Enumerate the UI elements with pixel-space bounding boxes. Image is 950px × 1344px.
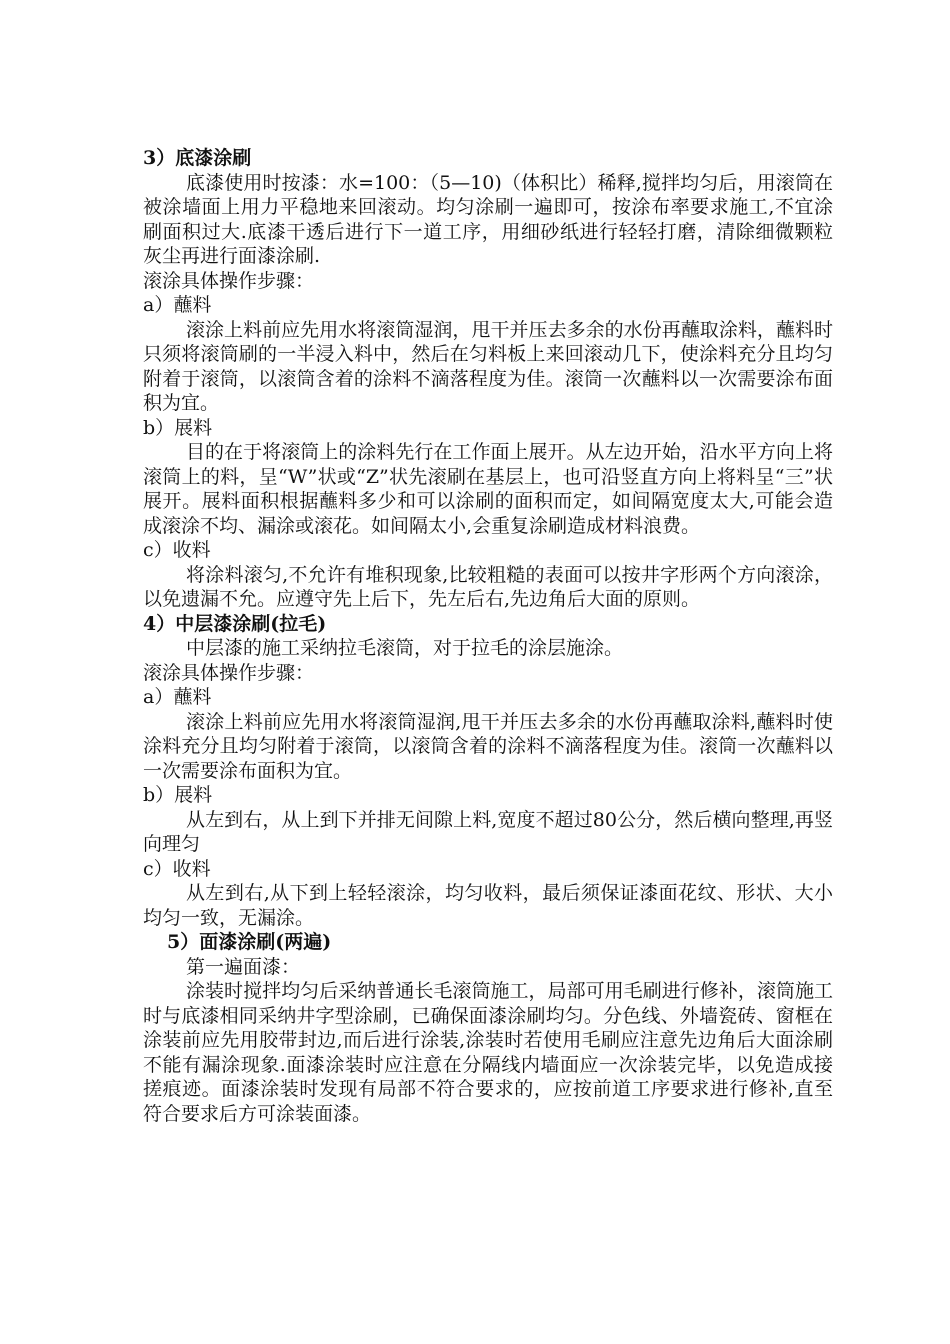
section-3-step-a-text: 滚涂上料前应先用水将滚筒湿润，甩干并压去多余的水份再蘸取涂料，蘸料时只须将滚筒刷的一半浸入料中，然后在匀料板上来回滚动几下，使涂料充分且均匀附着于滚筒，以滚筒含着的涂料不滴落程度为佳。滚筒一次蘸料以一次需要涂布面积为宜。 xyxy=(143,318,833,414)
section-3-heading: 3）底漆涂刷 xyxy=(143,147,252,169)
section-3-step-b-label: b）展料 xyxy=(143,416,213,439)
section-3-step-c-label: c）收料 xyxy=(143,539,211,561)
section-4-step-c-text: 从左到右,从下到上轻轻滚涂，均匀收料，最后须保证漆面花纹、形状、大小均匀一致，无漏涂。 xyxy=(143,882,833,929)
section-3-step-b-text: 目的在于将滚筒上的涂料先行在工作面上展开。从左边开始，沿水平方向上将滚筒上的料，呈“W”状或“Z”状先滚刷在基层上，也可沿竖直方向上将料呈“三”状展开。展料面积根据蘸料多少和可以涂刷的面积而定，如间隔宽度太大,可能会造成滚涂不均、漏涂或滚花。如间隔太小,会重复涂刷造成材料浪费。 xyxy=(143,441,833,537)
section-5-heading: 5）面漆涂刷(两遍) xyxy=(167,931,332,953)
section-3-step-c-text: 将涂料滚匀,不允许有堆积现象,比较粗糙的表面可以按井字形两个方向滚涂，以免遗漏不允。应遵守先上后下，先左后右,先边角后大面的原则。 xyxy=(143,563,833,610)
section-4-step-a-text: 滚涂上料前应先用水将滚筒湿润,甩干并压去多余的水份再蘸取涂料,蘸料时使涂料充分且均匀附着于滚筒，以滚筒含着的涂料不滴落程度为佳。滚筒一次蘸料以一次需要涂布面积为宜。 xyxy=(143,710,833,782)
section-4-steps-title: 滚涂具体操作步骤： xyxy=(143,661,315,684)
section-4-paragraph: 中层漆的施工采纳拉毛滚筒，对于拉毛的涂层施涂。 xyxy=(186,637,624,659)
section-5-subheading: 第一遍面漆： xyxy=(186,955,301,978)
section-4-heading: 4）中层漆涂刷(拉毛) xyxy=(143,612,327,635)
section-3-paragraph: 底漆使用时按漆：水=100：（5—10)（体积比）稀释,搅拌均匀后，用滚筒在被涂墙面上用力平稳地来回滚动。均匀涂刷一遍即可，按涂布率要求施工,不宜涂刷面积过大.底漆干透后进行下一道工序，用细砂纸进行轻轻打磨，清除细微颗粒灰尘再进行面漆涂刷. xyxy=(143,171,833,267)
section-4-step-b-label: b）展料 xyxy=(143,784,213,806)
section-4-step-b-text: 从左到右，从上到下并排无间隙上料,宽度不超过80公分，然后横向整理,再竖向理匀 xyxy=(143,808,833,855)
section-5-paragraph: 涂装时搅拌均匀后采纳普通长毛滚筒施工，局部可用毛刷进行修补，滚筒施工时与底漆相同采纳井字型涂刷，已确保面漆涂刷均匀。分色线、外墙瓷砖、窗框在涂装前应先用胶带封边,而后进行涂装,涂装时若使用毛刷应注意先边角后大面涂刷不能有漏涂现象.面漆涂装时应注意在分隔线内墙面应一次涂装完毕，以免造成接搓痕迹。面漆涂装时发现有局部不符合要求的，应按前道工序要求进行修补,直至符合要求后方可涂装面漆。 xyxy=(143,980,833,1125)
section-3-step-a-label: a）蘸料 xyxy=(143,294,212,316)
section-3-steps-title: 滚涂具体操作步骤： xyxy=(143,269,315,292)
document-body xyxy=(143,146,833,1126)
section-4-step-a-label: a）蘸料 xyxy=(143,686,212,708)
section-4-step-c-label: c）收料 xyxy=(143,857,211,880)
